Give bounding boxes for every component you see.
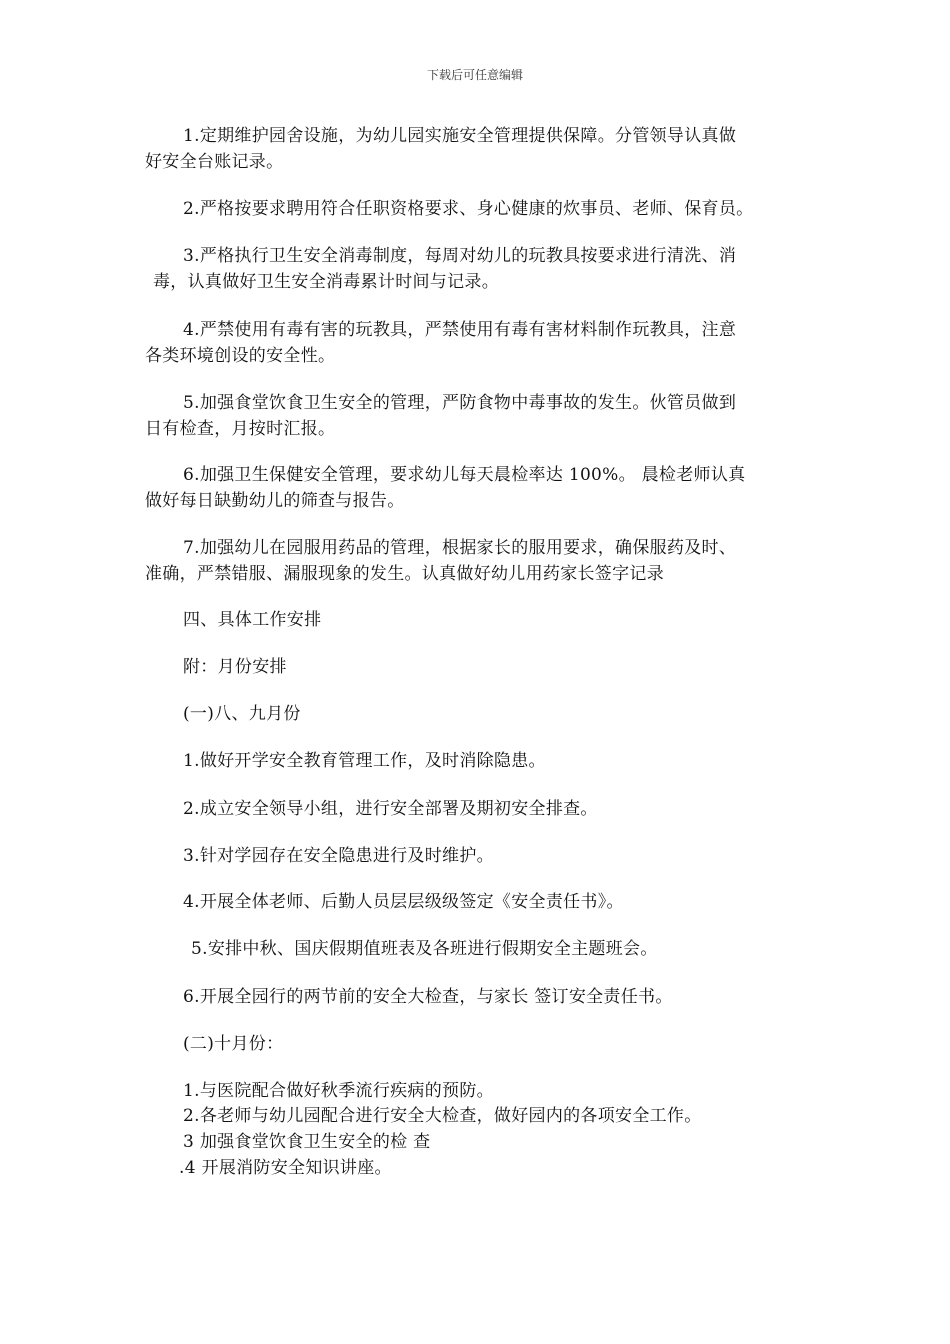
- text-line: 毒，认真做好卫生安全消毒累计时间与记录。: [153, 272, 499, 292]
- text-line: 做好每日缺勤幼儿的筛查与报告。: [145, 491, 405, 511]
- text-line: 5.加强食堂饮食卫生安全的管理，严防食物中毒事故的发生。伙管员做到: [183, 393, 737, 413]
- text-line: 1.定期维护园舍设施，为幼儿园实施安全管理提供保障。分管领导认真做: [183, 126, 737, 146]
- text-line: 好安全台账记录。: [145, 152, 284, 172]
- list-item: 3.针对学园存在安全隐患进行及时维护。: [183, 846, 494, 866]
- list-item: 2.成立安全领导小组，进行安全部署及期初安全排查。: [183, 799, 598, 819]
- section-heading: (二)十月份：: [183, 1034, 284, 1054]
- text-line: 附：月份安排: [183, 657, 287, 677]
- list-item: .4 开展消防安全知识讲座。: [179, 1158, 392, 1178]
- list-item: 3 加强食堂饮食卫生安全的检 查: [183, 1132, 431, 1152]
- section-heading: (一)八、九月份: [183, 704, 301, 724]
- text-line: 各类环境创设的安全性。: [145, 346, 336, 366]
- text-line: 6.加强卫生保健安全管理，要求幼儿每天晨检率达 100%。 晨检老师认真: [183, 465, 746, 485]
- list-item: 4.开展全体老师、后勤人员层层级级签定《安全责任书》。: [183, 892, 624, 912]
- page-header: 下载后可任意编辑: [426, 68, 523, 82]
- list-item: 1.做好开学安全教育管理工作，及时消除隐患。: [183, 751, 546, 771]
- list-item: 1.与医院配合做好秋季流行疾病的预防。: [183, 1081, 494, 1101]
- text-line: 日有检查，月按时汇报。: [145, 419, 336, 439]
- section-heading: 四、具体工作安排: [183, 610, 322, 630]
- list-item: 6.开展全园行的两节前的安全大检查，与家长 签订安全责任书。: [183, 987, 673, 1007]
- list-item: 2.各老师与幼儿园配合进行安全大检查，做好园内的各项安全工作。: [183, 1106, 702, 1126]
- text-line: 2.严格按要求聘用符合任职资格要求、身心健康的炊事员、老师、保育员。: [183, 199, 754, 219]
- text-line: 准确，严禁错服、漏服现象的发生。认真做好幼儿用药家长签字记录: [145, 564, 664, 584]
- list-item: 5.安排中秋、国庆假期值班表及各班进行假期安全主题班会。: [191, 939, 658, 959]
- text-line: 7.加强幼儿在园服用药品的管理，根据家长的服用要求，确保服药及时、: [183, 538, 737, 558]
- text-line: 4.严禁使用有毒有害的玩教具，严禁使用有毒有害材料制作玩教具，注意: [183, 320, 737, 340]
- text-line: 3.严格执行卫生安全消毒制度，每周对幼儿的玩教具按要求进行清洗、消: [183, 246, 737, 266]
